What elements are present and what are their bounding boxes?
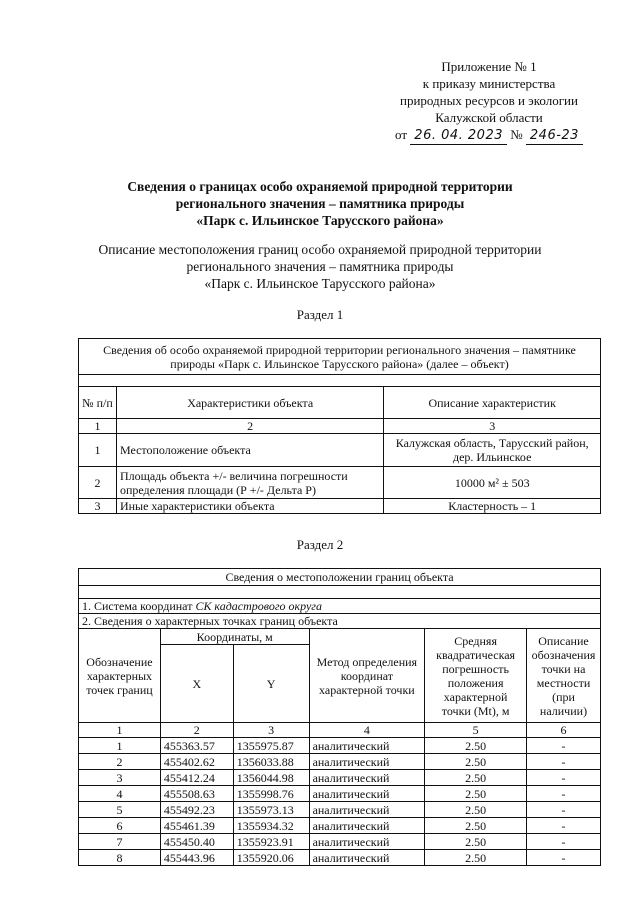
point-error: 2.50	[425, 850, 527, 866]
header-coords: Координаты, м	[160, 629, 309, 645]
index-cell: 5	[425, 723, 527, 738]
subtitle-line: «Парк с. Ильинское Тарусского района»	[204, 276, 436, 291]
point-description: -	[527, 850, 601, 866]
point-x: 455443.96	[160, 850, 233, 866]
point-method: аналитический	[309, 786, 425, 802]
point-x: 455412.24	[160, 770, 233, 786]
point-description: -	[527, 738, 601, 754]
table-row	[79, 850, 601, 866]
table-row	[79, 770, 601, 786]
header-y: Y	[233, 645, 309, 723]
document-subtitle	[40, 241, 600, 292]
section2-table	[78, 568, 601, 866]
spacer-row	[79, 586, 601, 599]
header-characteristics: Характеристики объекта	[116, 387, 383, 419]
point-number: 7	[79, 834, 161, 850]
index-cell: 4	[309, 723, 425, 738]
row-description: Кластерность – 1	[384, 499, 601, 514]
table-row	[79, 738, 601, 754]
point-y: 1355973.13	[233, 802, 309, 818]
index-cell: 2	[160, 723, 233, 738]
point-description: -	[527, 834, 601, 850]
point-y: 1355975.87	[233, 738, 309, 754]
point-x: 455450.40	[160, 834, 233, 850]
table-row	[79, 786, 601, 802]
index-cell: 3	[384, 419, 601, 434]
header-designation: Обозначение характерных точек границ	[79, 629, 161, 723]
point-x: 455461.39	[160, 818, 233, 834]
appendix-line: Приложение № 1	[441, 59, 537, 74]
point-number: 3	[79, 770, 161, 786]
point-error: 2.50	[425, 786, 527, 802]
number-prefix: №	[510, 127, 523, 142]
point-y: 1356033.88	[233, 754, 309, 770]
index-cell: 1	[79, 419, 117, 434]
point-y: 1355998.76	[233, 786, 309, 802]
handwritten-date: 26. 04. 2023	[410, 127, 507, 145]
point-description: -	[527, 754, 601, 770]
point-method: аналитический	[309, 818, 425, 834]
spacer-row	[79, 375, 601, 387]
section1-table	[78, 338, 601, 514]
point-error: 2.50	[425, 738, 527, 754]
point-method: аналитический	[309, 834, 425, 850]
point-description: -	[527, 770, 601, 786]
point-error: 2.50	[425, 834, 527, 850]
table-row	[79, 818, 601, 834]
point-error: 2.50	[425, 770, 527, 786]
point-y: 1355923.91	[233, 834, 309, 850]
appendix-date-line	[380, 126, 598, 145]
point-description: -	[527, 786, 601, 802]
table-row	[79, 467, 601, 499]
point-x: 455508.63	[160, 786, 233, 802]
row-number: 2	[79, 467, 117, 499]
coord-system-row	[79, 599, 601, 614]
point-method: аналитический	[309, 770, 425, 786]
index-cell: 1	[79, 723, 161, 738]
header-description: Описание характеристик	[384, 387, 601, 419]
appendix-line: природных ресурсов и экологии	[400, 93, 578, 108]
point-x: 455492.23	[160, 802, 233, 818]
index-cell: 6	[527, 723, 601, 738]
points-body	[79, 738, 601, 866]
subtitle-line: регионального значения – памятника природы	[186, 259, 454, 274]
point-error: 2.50	[425, 802, 527, 818]
point-number: 2	[79, 754, 161, 770]
point-error: 2.50	[425, 754, 527, 770]
header-point-description: Описание обозначения точки на местности (при наличии)	[527, 629, 601, 723]
row-number: 1	[79, 434, 117, 467]
header-error: Средняя квадратическая погрешность положения характерной точки (Mt), м	[425, 629, 527, 723]
point-x: 455402.62	[160, 754, 233, 770]
point-error: 2.50	[425, 818, 527, 834]
point-y: 1355934.32	[233, 818, 309, 834]
point-number: 4	[79, 786, 161, 802]
point-number: 8	[79, 850, 161, 866]
handwritten-number: 246-23	[526, 127, 583, 145]
row-characteristic: Иные характеристики объекта	[116, 499, 383, 514]
table-row	[79, 802, 601, 818]
coord-system-label: 1. Система координат	[82, 599, 196, 613]
section2-heading: Раздел 2	[296, 537, 344, 552]
point-number: 1	[79, 738, 161, 754]
section1-heading: Раздел 1	[296, 307, 344, 322]
point-number: 6	[79, 818, 161, 834]
table-row	[79, 754, 601, 770]
row-description: Калужская область, Тарусский район, дер. Ильинское	[384, 434, 601, 467]
title-line: «Парк с. Ильинское Тарусского района»	[196, 213, 444, 228]
points-label: 2. Сведения о характерных точках границ объекта	[79, 614, 601, 629]
point-y: 1355920.06	[233, 850, 309, 866]
row-characteristic: Площадь объекта +/- величина погрешности определения площади (Р +/- Дельта Р)	[116, 467, 383, 499]
subtitle-line: Описание местоположения границ особо охраняемой природной территории	[98, 242, 542, 257]
point-y: 1356044.98	[233, 770, 309, 786]
index-cell: 2	[116, 419, 383, 434]
section1-caption: Сведения об особо охраняемой природной территории регионального значения – памятнике природы «Парк с. Ильинское Тарусского района» (далее – объект)	[79, 339, 601, 375]
point-description: -	[527, 818, 601, 834]
point-x: 455363.57	[160, 738, 233, 754]
appendix-line: Калужской области	[435, 110, 543, 125]
point-method: аналитический	[309, 802, 425, 818]
appendix-line: к приказу министерства	[422, 76, 556, 91]
row-description: 10000 м² ± 503	[384, 467, 601, 499]
point-method: аналитический	[309, 738, 425, 754]
coord-system-value: СК кадастрового округа	[195, 599, 322, 613]
document-title	[40, 178, 600, 229]
header-number: № п/п	[79, 387, 117, 419]
section2-caption: Сведения о местоположении границ объекта	[79, 569, 601, 586]
appendix-block	[380, 58, 598, 145]
row-number: 3	[79, 499, 117, 514]
table-row	[79, 499, 601, 514]
point-method: аналитический	[309, 754, 425, 770]
point-description: -	[527, 802, 601, 818]
header-x: X	[160, 645, 233, 723]
table-row	[79, 434, 601, 467]
row-characteristic: Местоположение объекта	[116, 434, 383, 467]
title-line: Сведения о границах особо охраняемой природной территории	[127, 179, 513, 194]
title-line: регионального значения – памятника природы	[175, 196, 465, 211]
point-number: 5	[79, 802, 161, 818]
point-method: аналитический	[309, 850, 425, 866]
table-row	[79, 834, 601, 850]
index-cell: 3	[233, 723, 309, 738]
date-prefix: от	[395, 127, 408, 142]
header-method: Метод определения координат характерной точки	[309, 629, 425, 723]
